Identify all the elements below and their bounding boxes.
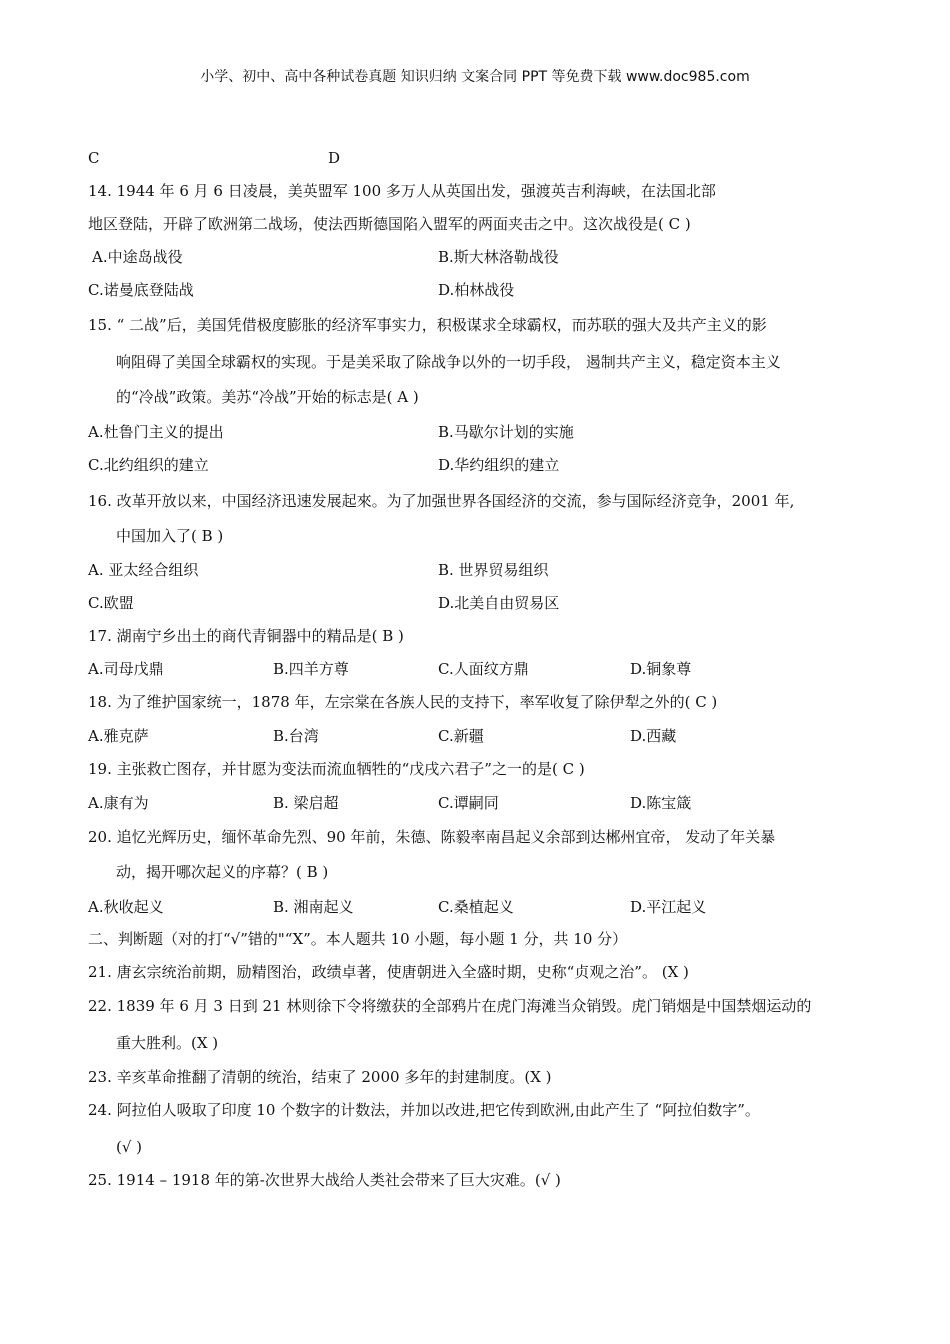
q17-option-d: D.铜象尊 [630, 660, 692, 678]
question-17-line-1: 17. 湖南宁乡出土的商代青铜器中的精品是( B ) [88, 627, 404, 645]
q15-option-b: B.马歇尔计划的实施 [438, 423, 574, 441]
q18-option-d: D.西藏 [630, 727, 677, 745]
question-14-line-2: 地区登陆，开辟了欧洲第二战场，使法西斯德国陷入盟军的两面夹击之中。这次战役是( C ) [88, 215, 691, 233]
question-23: 23. 辛亥革命推翻了清朝的统治，结束了 2000 多年的封建制度。(X ) [88, 1068, 552, 1086]
q16-option-b: B. 世界贸易组织 [438, 561, 549, 579]
q17-option-a: A.司母戊鼎 [88, 660, 164, 678]
q15-option-d: D.华约组织的建立 [438, 456, 560, 474]
q20-option-b: B. 湘南起义 [273, 898, 354, 916]
question-19-line-1: 19. 主张救亡图存，并甘愿为变法而流血牺牲的“戊戌六君子”之一的是( C ) [88, 760, 585, 778]
question-24-line-1: 24. 阿拉伯人吸取了印度 10 个数字的计数法，并加以改进,把它传到欧洲,由此产生了 “阿拉伯数字”。 [88, 1101, 760, 1119]
q20-option-a: A.秋收起义 [88, 898, 164, 916]
question-20-line-2: 动，揭开哪次起义的序幕？( B ) [116, 863, 329, 881]
q20-option-d: D.平江起义 [630, 898, 707, 916]
q14-option-b: B.斯大林洛勒战役 [438, 248, 559, 266]
question-20-line-1: 20. 追忆光辉历史，缅怀革命先烈、90 年前，朱德、陈毅率南昌起义余部到达郴州宜帝， 发动了年关暴 [88, 828, 776, 846]
q18-option-a: A.雅克萨 [88, 727, 149, 745]
q17-option-c: C.人面纹方鼎 [438, 660, 529, 678]
q18-option-c: C.新疆 [438, 727, 484, 745]
question-22-line-1: 22. 1839 年 6 月 3 日到 21 林则徐下令将缴获的全部鸦片在虎门海滩当众销毁。虎门销烟是中国禁烟运动的 [88, 997, 812, 1015]
q19-option-c: C.谭嗣同 [438, 794, 499, 812]
section-2-heading: 二、判断题（对的打“√”错的"“X”。本人题共 10 小题，每小题 1 分，共 10 分） [88, 930, 628, 948]
q15-option-c: C.北约组织的建立 [88, 456, 209, 474]
page-header: 小学、初中、高中各种试卷真题 知识归纳 文案合同 PPT 等免费下载 www.doc985.com [200, 69, 750, 85]
question-18-line-1: 18. 为了维护国家统一，1878 年，左宗棠在各族人民的支持下，率军收复了除伊犁之外的( C ) [88, 693, 718, 711]
q18-option-b: B.台湾 [273, 727, 319, 745]
question-15-line-1: 15. “ 二战”后，美国凭借极度膨胀的经济军事实力，积极谋求全球霸权，而苏联的强大及共产主义的影 [88, 316, 767, 334]
question-25: 25. 1914 – 1918 年的第-次世界大战给人类社会带来了巨大灾难。(√ ) [88, 1171, 561, 1189]
q16-option-d: D.北美自由贸易区 [438, 594, 560, 612]
question-24-line-2: (√ ) [116, 1138, 143, 1156]
q14-option-a: A.中途岛战役 [92, 248, 183, 266]
q15-option-a: A.杜鲁门主义的提出 [88, 423, 224, 441]
question-16-line-1: 16. 改革开放以来，中国经济迅速发展起來。为了加强世界各国经济的交流，参与国际经济竞争，2001 年, [88, 492, 795, 510]
question-22-line-2: 重大胜利。(X ) [116, 1034, 219, 1052]
q19-option-b: B. 梁启超 [273, 794, 339, 812]
option-c-prev: C [88, 149, 100, 167]
q19-option-a: A.康有为 [88, 794, 149, 812]
q14-option-d: D.柏林战役 [438, 281, 515, 299]
option-d-prev: D [328, 149, 341, 167]
q20-option-c: C.桑植起义 [438, 898, 514, 916]
q14-option-c: C.诺曼底登陆战 [88, 281, 194, 299]
question-21: 21. 唐玄宗统治前期，励精图治，政绩卓著，使唐朝进入全盛时期，史称“贞观之治”。 (X ) [88, 963, 689, 981]
question-14-line-1: 14. 1944 年 6 月 6 日凌晨，美英盟军 100 多万人从英国出发，强渡英吉利海峡，在法国北部 [88, 182, 716, 200]
question-16-line-2: 中国加入了( B ) [116, 527, 224, 545]
question-15-line-3: 的“冷战”政策。美苏“冷战”开始的标志是( A ) [116, 388, 419, 406]
q17-option-b: B.四羊方尊 [273, 660, 349, 678]
q16-option-c: C.欧盟 [88, 594, 134, 612]
q19-option-d: D.陈宝箴 [630, 794, 692, 812]
q16-option-a: A. 亚太经合组织 [88, 561, 199, 579]
question-15-line-2: 响阻碍了美国全球霸权的实现。于是美采取了除战争以外的一切手段， 遏制共产主义，稳定资本主义 [116, 353, 781, 371]
